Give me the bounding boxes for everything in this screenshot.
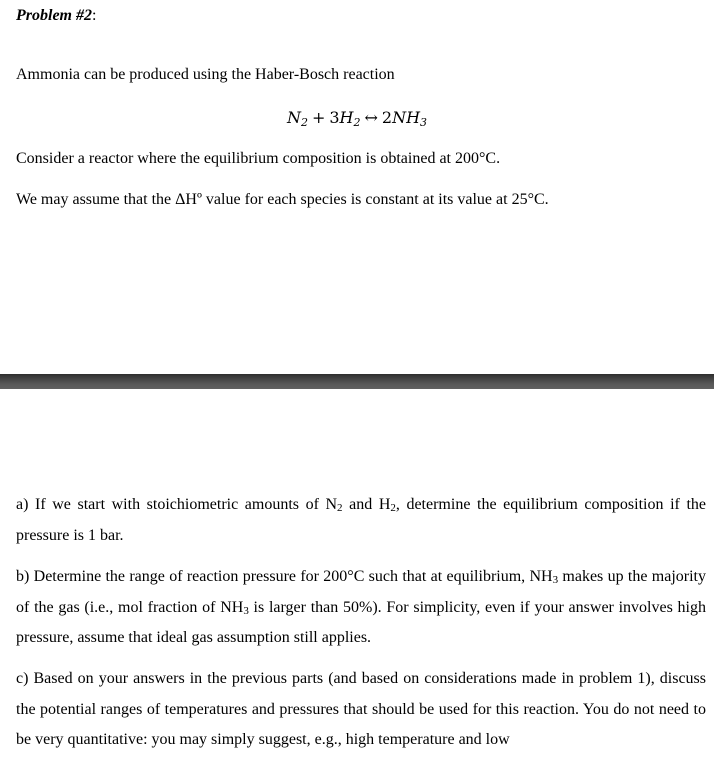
part-b-sub-2: 3	[243, 604, 249, 617]
part-a-sub-1: 2	[337, 502, 343, 514]
part-b-text-1: b) Determine the range of reaction pressure for 200°C such that at equilibrium, NH	[16, 568, 553, 585]
page-divider	[0, 374, 714, 389]
part-a-sub-2: 2	[390, 502, 396, 514]
problem-title	[16, 7, 96, 25]
eq-reactant-1-sub: 2	[300, 116, 308, 129]
part-b-sub-1: 3	[552, 574, 559, 586]
part-b-text-2: makes up the majority of the gas (i.e., mol fraction of NH	[16, 568, 706, 616]
intro-line-2: Consider a reactor where the equilibrium composition is obtained at 200°C.	[16, 150, 501, 167]
part-a	[16, 490, 706, 551]
problem-title-text: Problem #2	[16, 7, 92, 24]
eq-reactant-2-sub: 2	[353, 116, 361, 129]
intro-line-3: We may assume that the ΔHº value for each species is constant at its value at 25°C.	[16, 191, 549, 208]
part-b-text-3: is larger than 50%). For simplicity, even if your answer involves high pressure, assume that ideal gas assumption still applies.	[16, 598, 707, 646]
problem-title-colon: :	[92, 7, 97, 24]
eq-plus: +	[311, 108, 326, 127]
intro-line-1: Ammonia can be produced using the Haber-Bosch reaction	[16, 66, 395, 83]
part-b	[16, 562, 706, 654]
part-c-text-1: c) Based on your answers in the previous parts (and based on considerations made in problem 1), discuss the potential ranges of temperatures and pressures that should be used for this reaction. You do not need to be very quantitative: you may simply suggest, e.g., high temperature and low	[16, 670, 706, 748]
eq-reactant-1: N	[286, 108, 301, 127]
part-c	[16, 664, 706, 756]
eq-product: 2NH	[381, 108, 421, 127]
eq-arrow: ↔	[364, 108, 378, 127]
reaction-equation	[0, 108, 714, 129]
part-a-text-2: and H	[342, 496, 391, 513]
eq-product-sub: 3	[420, 116, 428, 129]
part-a-text-3: , determine the equilibrium composition if the pressure is 1 bar.	[16, 496, 706, 544]
eq-reactant-2: 3H	[329, 108, 354, 127]
part-a-text-1: a) If we start with stoichiometric amounts of N	[16, 496, 338, 513]
